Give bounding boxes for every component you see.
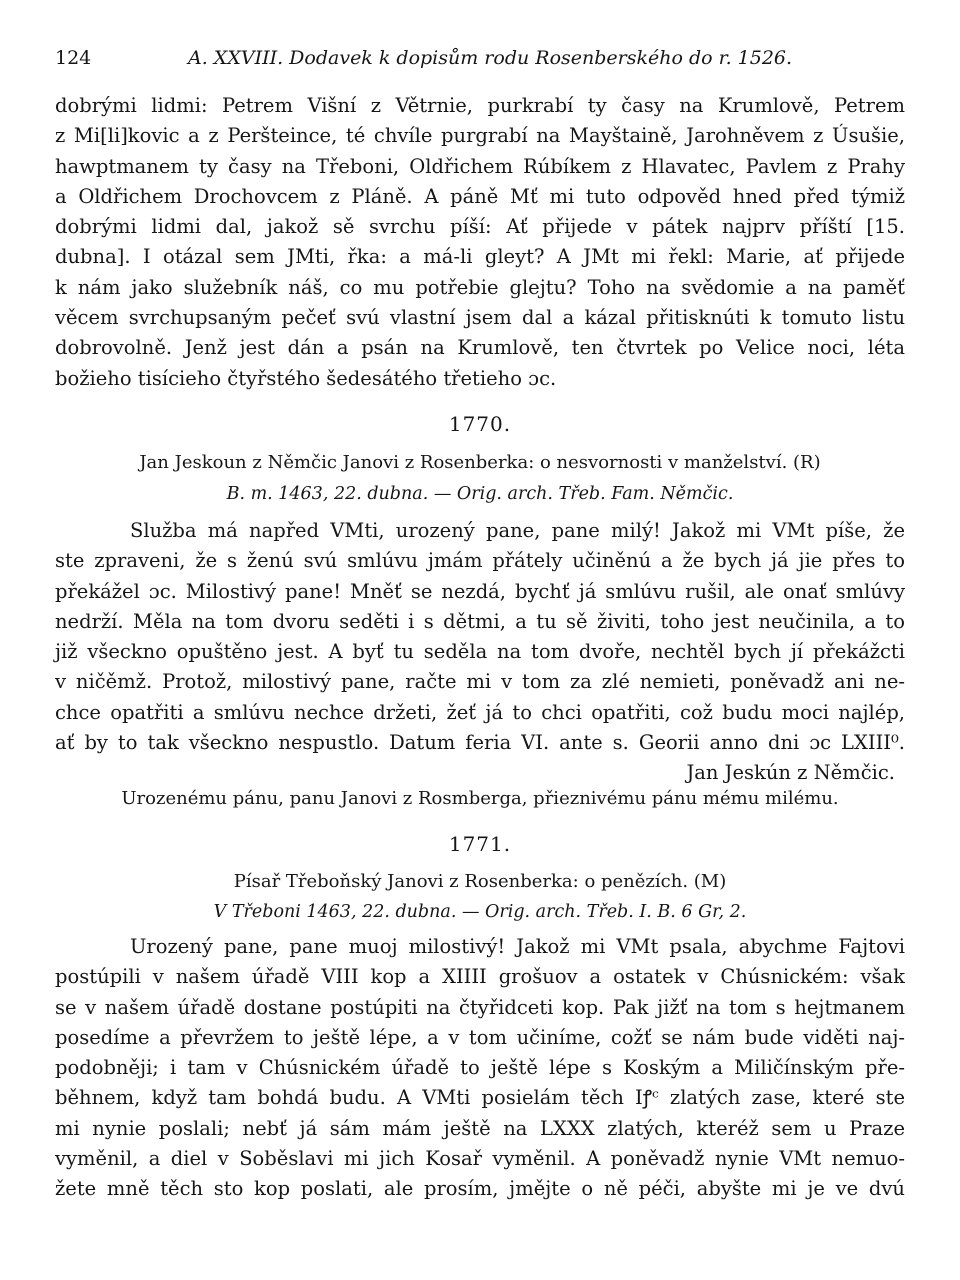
text-line: dobrými lidmi dal, jakož sě svrchu píší: Ať přijede v pátek najprv příští [15. xyxy=(55,215,905,239)
top-paragraph xyxy=(55,91,905,394)
text-line: podobněji; i tam v Chúsnickém úřadě to ještě lépe s Koským a Miličínským pře- xyxy=(55,1056,905,1080)
letter-body xyxy=(55,516,905,789)
signature: Jan Jeskún z Němčic. xyxy=(686,761,895,785)
letter-address: Urozenému pánu, panu Janovi z Rosmberga, přieznivému pánu mému milému. xyxy=(121,788,839,809)
letter-source: B. m. 1463, 22. dubna. — Orig. arch. Třeb. Fam. Němčic. xyxy=(226,484,734,504)
text-line: ať by to tak všeckno nespustlo. Datum feria VI. ante s. Georii anno dni ɔc LXIII⁰. xyxy=(55,731,905,755)
text-line: v ničěmž. Protož, milostivý pane, račte mi v tom za zlé nemieti, poněvadž ani ne- xyxy=(55,670,905,694)
text-line: věcem svrchupsaným pečeť svú vlastní jsem dal a kázal přitisknúti k tomuto listu xyxy=(55,306,905,330)
text-line: Služba má napřed VMti, urozený pane, pane milý! Jakož mi VMt píše, že xyxy=(130,519,905,542)
text-line: mi nynie poslali; nebť já sám mám ještě na LXXX zlatých, kteréž sem u Praze xyxy=(55,1116,905,1140)
text-line: Urozený pane, pane muoj milostivý! Jakož mi VMt psala, abychme Fajtovi xyxy=(130,935,905,958)
letter-body xyxy=(55,932,905,1205)
text-line: se v našem úřadě dostane postúpiti na čtyřidceti kop. Pak jižť na tom s hejtmanem xyxy=(55,995,905,1019)
text-line: překážel ɔc. Milostivý pane! Mněť se nezdá, bychť já smlúvu rušil, ale onať smlúvy xyxy=(55,579,905,603)
text-line: žete mně těch sto kop poslati, ale prosím, jmějte o ně péči, abyšte mi je ve dvú xyxy=(55,1177,905,1201)
text-line: božieho tisícieho čtyřstého šedesátého třetieho ɔc. xyxy=(55,366,557,390)
letter-heading: Jan Jeskoun z Němčic Janovi z Rosenberka: o nesvornosti v manželství. (R) xyxy=(139,452,821,473)
letter-source: V Třeboni 1463, 22. dubna. — Orig. arch. Třeb. I. B. 6 Gr, 2. xyxy=(213,902,747,922)
text-line: již všeckno opuštěno jest. A byť tu seděla na tom dvoře, nechtěl bych jí překážcti xyxy=(55,640,905,664)
text-line: běhnem, když tam bohdá budu. A VMti posielám těch Iꝭᶜ zlatých zase, které ste xyxy=(55,1086,905,1110)
text-line: posedíme a převržem to ještě lépe, a v tom učiníme, cožť se nám bude viděti naj- xyxy=(55,1025,905,1049)
page-number: 124 xyxy=(55,47,92,69)
text-line: vyměnil, a diel v Soběslavi mi jich Kosař vyměnil. A poněvadž nynie VMt nemuo- xyxy=(55,1147,905,1171)
letter-number: 1770. xyxy=(448,412,512,436)
text-line: chce opatřiti a smlúvu nechce držeti, žeť já to chci opatřiti, což budu moci najlép, xyxy=(55,700,905,724)
text-line: z Mi[li]kovic a z Peršteince, té chvíle purgrabí na Mayštaině, Jarohněvem z Úsušie, xyxy=(55,124,905,148)
text-line: nedrží. Měla na tom dvoru seděti i s dětmi, a tu sě živiti, toho jest neučinila, a to xyxy=(55,609,905,633)
text-line: dobrými lidmi: Petrem Višní z Větrnie, purkrabí ty časy na Krumlově, Petrem xyxy=(55,94,905,117)
text-line: hawptmanem ty časy na Třeboni, Oldřichem Rúbíkem z Hlavatec, Pavlem z Prahy xyxy=(55,154,905,178)
running-title: A. XXVIII. Dodavek k dopisům rodu Rosenberského do r. 1526. xyxy=(188,47,793,69)
text-line: ste zpraveni, že s ženú svú smlúvu jmám přátely učiněnú a že bych já jie přes to xyxy=(55,549,905,573)
letter-number: 1771. xyxy=(448,832,512,856)
text-line: k nám jako služebník náš, co mu potřebie glejtu? Toho na svědomie a na paměť xyxy=(55,275,905,299)
text-line: dubna]. I otázal sem JMti, řka: a má-li gleyt? A JMt mi řekl: Marie, ať přijede xyxy=(55,245,905,269)
letter-heading: Písař Třeboňský Janovi z Rosenberka: o penězích. (M) xyxy=(233,871,727,892)
text-line: a Oldřichem Drochovcem z Pláně. A páně Mť mi tuto odpověd hned před týmiž xyxy=(55,184,905,208)
text-line: dobrovolně. Jenž jest dán a psán na Krumlově, ten čtvrtek po Velice noci, léta xyxy=(55,336,905,360)
text-line: postúpili v našem úřadě VIII kop a XIIII grošuov a ostatek v Chúsnickém: však xyxy=(55,965,905,989)
